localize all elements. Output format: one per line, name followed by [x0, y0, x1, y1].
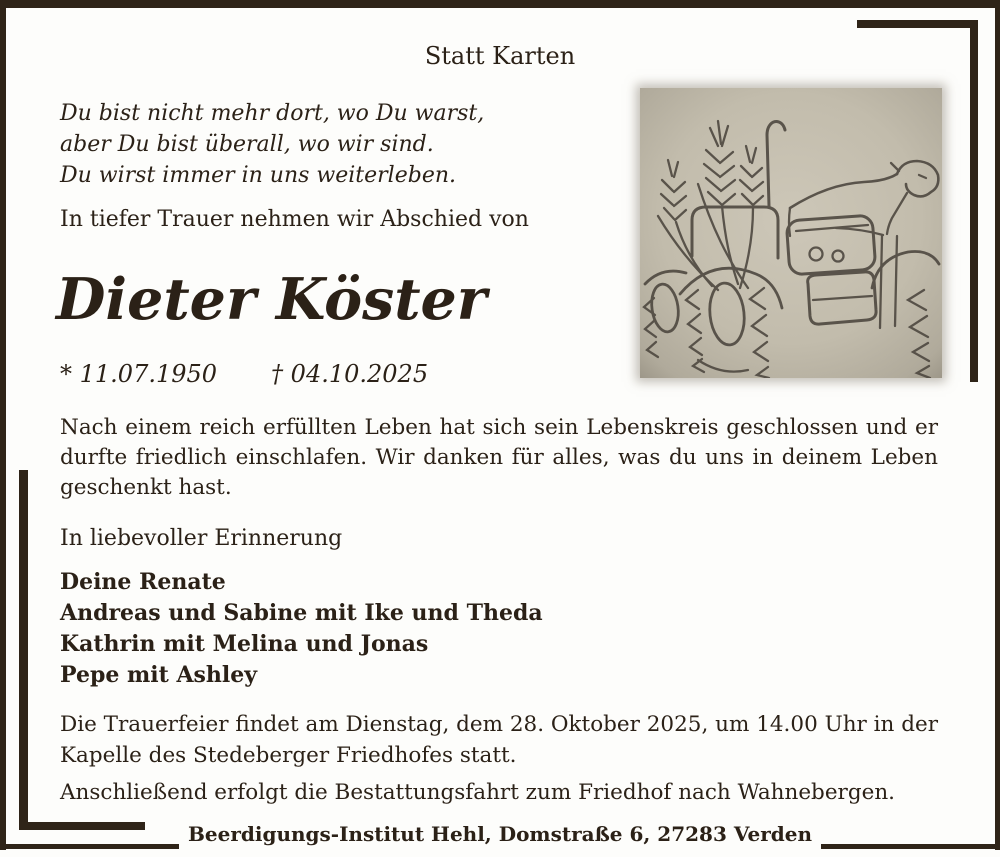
- remembrance-line: In liebevoller Erinnerung: [60, 526, 343, 551]
- poem-line: Du wirst immer in uns weiterleben.: [60, 163, 456, 188]
- intro-line: In tiefer Trauer nehmen wir Abschied von: [60, 207, 529, 232]
- deceased-name: Dieter Köster: [56, 266, 487, 333]
- procession-info-line: Anschließend erfolgt die Bestattungsfahrt zum Friedhof nach Wahnebergen.: [60, 780, 895, 805]
- bottom-divider-right: [821, 844, 1000, 849]
- funeral-info-paragraph: Die Trauerfeier findet am Dienstag, dem 28. Oktober 2025, um 14.00 Uhr in der Kapelle des Stedeberger Friedhofes statt.: [60, 712, 938, 768]
- mourner-line: Pepe mit Ashley: [60, 662, 258, 688]
- poem-line: aber Du bist überall, wo wir sind.: [60, 132, 434, 157]
- birth-date: * 11.07.1950: [60, 360, 218, 388]
- tractor-cow-wheat-drawing-icon: [640, 88, 942, 378]
- sketch-paper: [640, 88, 942, 378]
- bottom-divider-left: [0, 844, 179, 849]
- poem-line: Du bist nicht mehr dort, wo Du warst,: [60, 101, 485, 126]
- memorial-photo: [640, 88, 942, 378]
- mourner-line: Andreas und Sabine mit Ike und Theda: [60, 600, 543, 626]
- mourners-list: [60, 567, 543, 691]
- memorial-poem: [60, 98, 484, 191]
- funeral-home-bar: [0, 815, 1000, 857]
- mourner-line: Deine Renate: [60, 569, 226, 595]
- life-dates: [60, 360, 428, 388]
- funeral-home-line: Beerdigungs-Institut Hehl, Domstraße 6, 27283 Verden: [187, 822, 813, 846]
- header-statt-karten: Statt Karten: [424, 42, 576, 70]
- obituary-paragraph: Nach einem reich erfüllten Leben hat sich sein Lebenskreis geschlossen und er durfte friedlich einschlafen. Wir danken für alles, was du uns in deinem Leben geschenkt hast.: [60, 415, 938, 500]
- mourner-line: Kathrin mit Melina und Jonas: [60, 631, 429, 657]
- death-date: † 04.10.2025: [271, 360, 429, 388]
